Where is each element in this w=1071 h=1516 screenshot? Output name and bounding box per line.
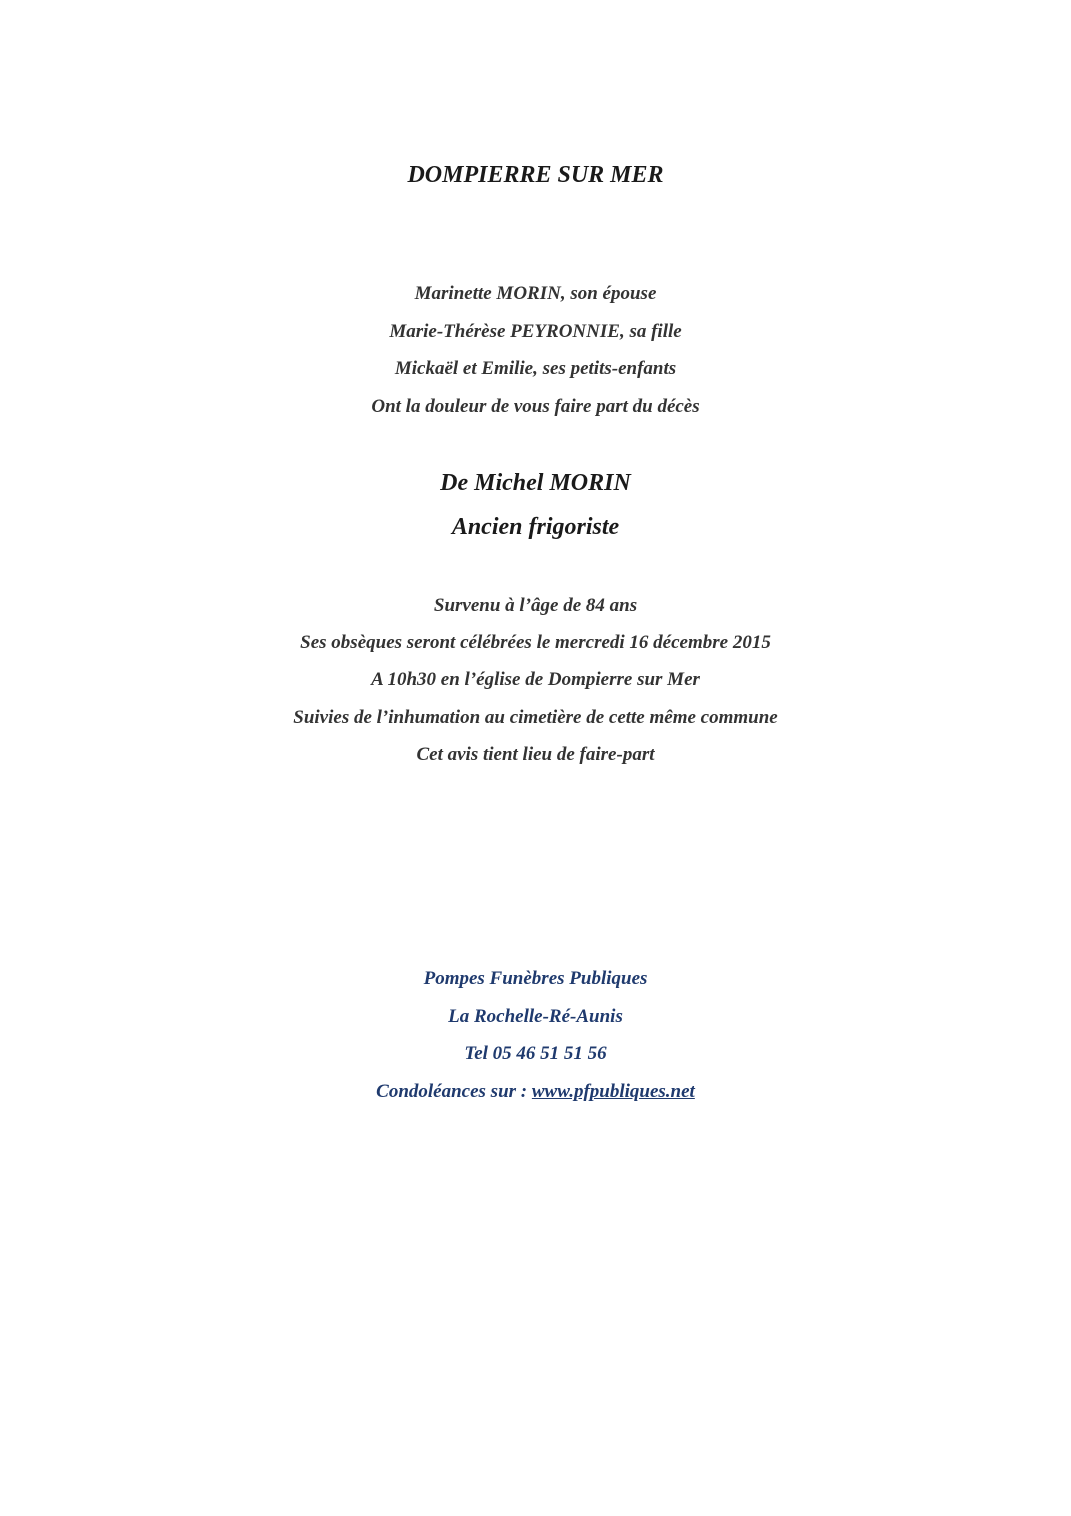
deceased-name: De Michel MORIN bbox=[440, 470, 631, 496]
deceased-occupation: Ancien frigoriste bbox=[451, 514, 620, 540]
family-line-grandchildren: Mickaël et Emilie, ses petits-enfants bbox=[394, 358, 677, 379]
family-line-announcement: Ont la douleur de vous faire part du décès bbox=[371, 396, 700, 417]
family-line-spouse: Marinette MORIN, son épouse bbox=[414, 283, 657, 304]
condolences-website-link[interactable]: www.pfpubliques.net bbox=[531, 1081, 695, 1102]
funeral-company-name: Pompes Funèbres Publiques bbox=[423, 968, 648, 989]
funeral-company-phone: Tel 05 46 51 51 56 bbox=[464, 1043, 607, 1064]
family-line-daughter: Marie-Thérèse PEYRONNIE, sa fille bbox=[389, 321, 682, 342]
condolences-line bbox=[0, 1081, 1071, 1103]
condolences-label: Condoléances sur : bbox=[376, 1081, 532, 1102]
detail-notice: Cet avis tient lieu de faire-part bbox=[416, 744, 655, 765]
detail-funeral-date: Ses obsèques seront célébrées le mercredi 16 décembre 2015 bbox=[300, 632, 771, 653]
funeral-company-location: La Rochelle-Ré-Aunis bbox=[448, 1006, 623, 1027]
detail-burial: Suivies de l’inhumation au cimetière de cette même commune bbox=[293, 707, 778, 728]
detail-funeral-time-place: A 10h30 en l’église de Dompierre sur Mer bbox=[371, 669, 700, 690]
detail-age: Survenu à l’âge de 84 ans bbox=[433, 595, 638, 616]
document-title: DOMPIERRE SUR MER bbox=[407, 162, 664, 188]
